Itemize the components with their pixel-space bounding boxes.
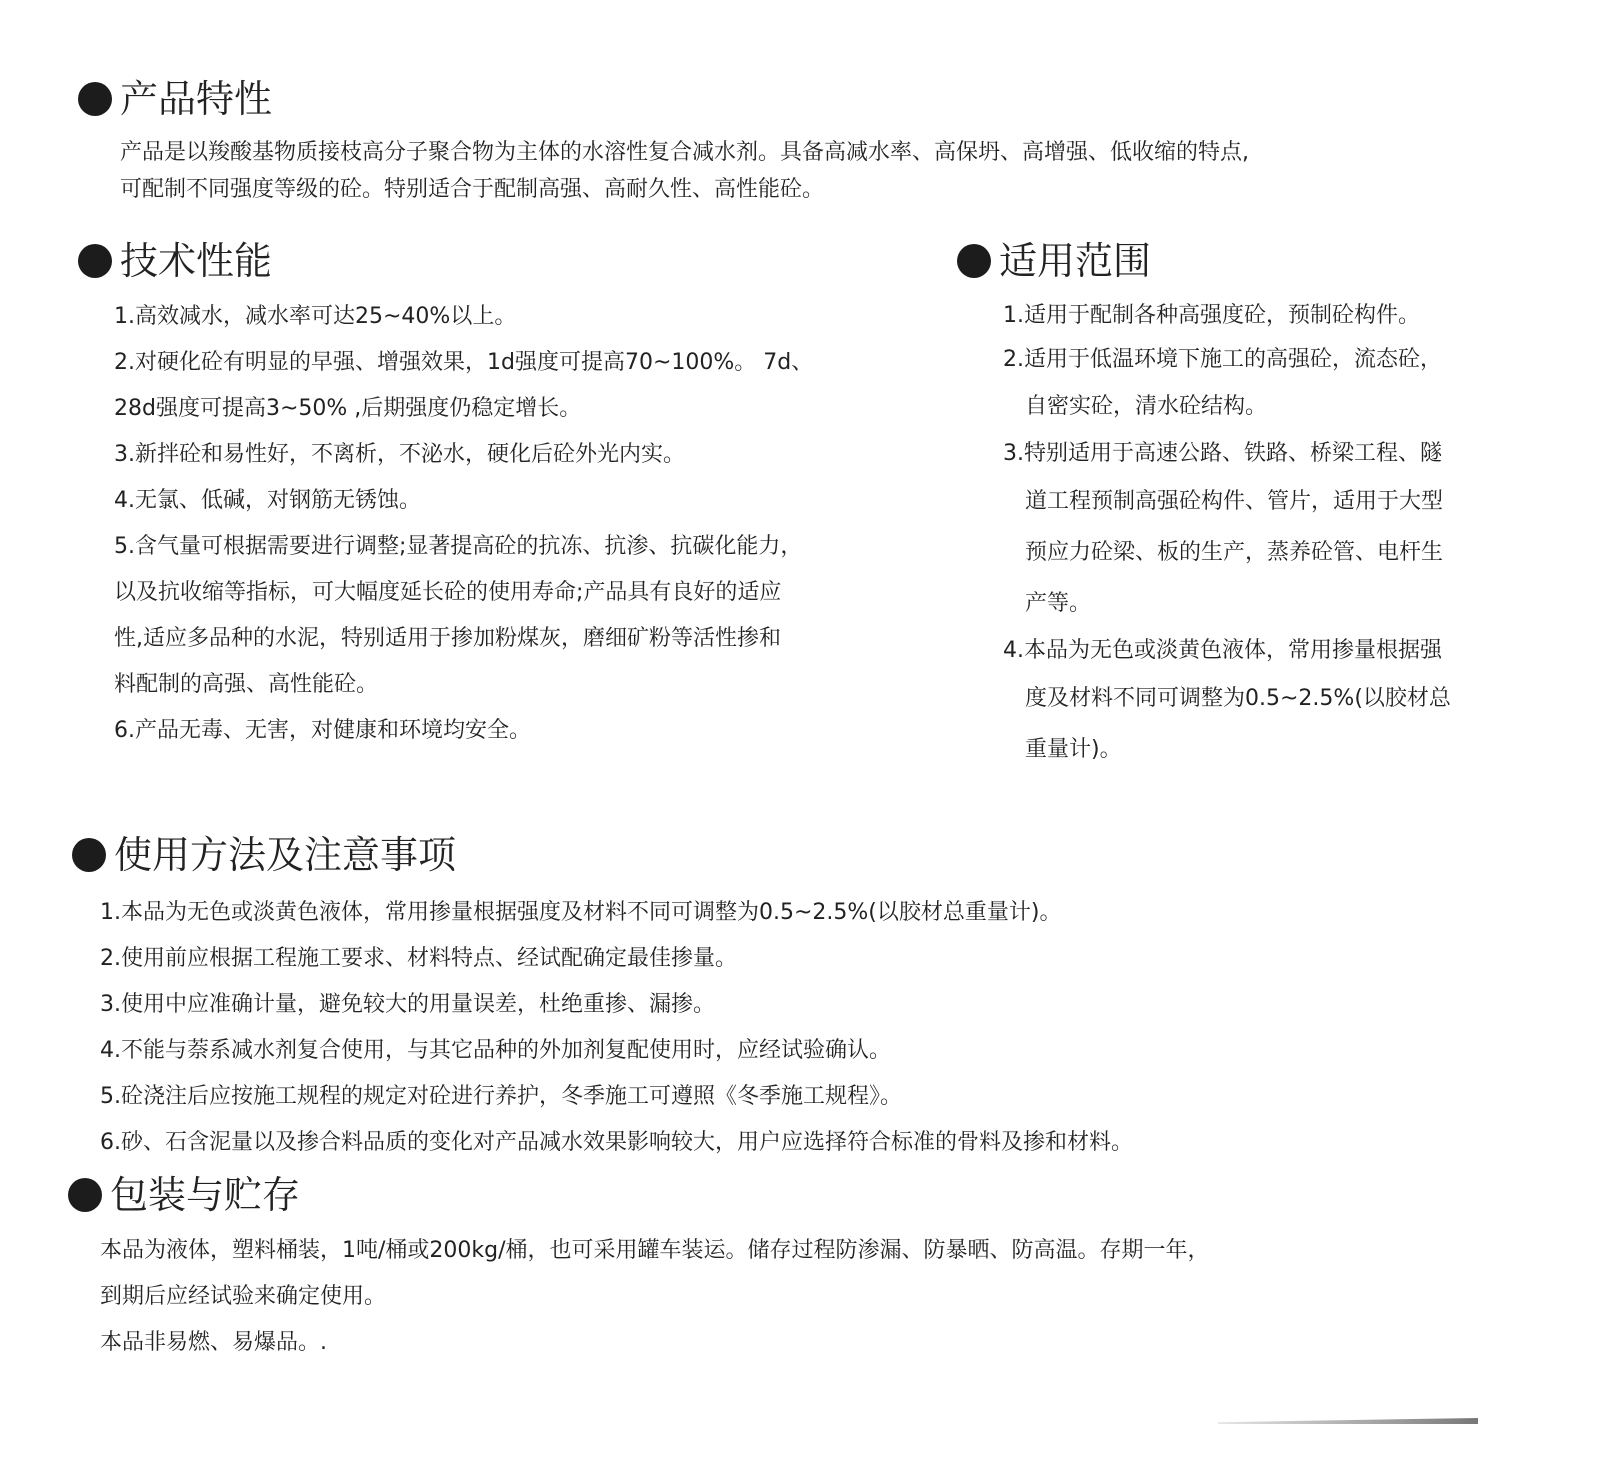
scope-line: 重量计)。 bbox=[1025, 737, 1122, 762]
scope-line: 道工程预制高强砼构件、管片，适用于大型 bbox=[1025, 489, 1444, 514]
scope-line: 预应力砼梁、板的生产，蒸养砼管、电杆生 bbox=[1025, 540, 1444, 565]
usage-line: 3.使用中应准确计量，避免较大的用量误差，杜绝重掺、漏掺。 bbox=[100, 992, 715, 1017]
packaging-heading-text: 包装与贮存 bbox=[110, 1173, 301, 1217]
performance-line: 2.对硬化砼有明显的早强、增强效果，1d强度可提高70~100%。 7d、 bbox=[114, 350, 814, 375]
performance-line: 3.新拌砼和易性好，不离析，不泌水，硬化后砼外光内实。 bbox=[114, 442, 685, 467]
packaging-line: 到期后应经试验来确定使用。 bbox=[100, 1284, 387, 1309]
features-line: 产品是以羧酸基物质接枝高分子聚合物为主体的水溶性复合减水剂。具备高减水率、高保坍、高增强、低收缩的特点, bbox=[120, 140, 1249, 165]
performance-line: 以及抗收缩等指标，可大幅度延长砼的使用寿命;产品具有良好的适应 bbox=[114, 580, 782, 605]
bullet-icon bbox=[78, 244, 112, 278]
features-heading bbox=[78, 74, 1478, 128]
usage-line: 6.砂、石含泥量以及掺合料品质的变化对产品减水效果影响较大，用户应选择符合标准的骨料及掺和材料。 bbox=[100, 1130, 1133, 1155]
usage-line: 4.不能与萘系减水剂复合使用，与其它品种的外加剂复配使用时，应经试验确认。 bbox=[100, 1038, 891, 1063]
bullet-icon bbox=[78, 82, 112, 116]
performance-heading bbox=[78, 236, 898, 290]
bullet-icon bbox=[68, 1178, 102, 1212]
performance-line: 性,适应多品种的水泥，特别适用于掺加粉煤灰，磨细矿粉等活性掺和 bbox=[114, 626, 781, 651]
packaging-line: 本品为液体，塑料桶装，1吨/桶或200kg/桶，也可采用罐车装运。储存过程防渗漏、防暴晒、防高温。存期一年， bbox=[100, 1238, 1210, 1263]
usage-heading bbox=[72, 830, 1472, 884]
usage-line: 2.使用前应根据工程施工要求、材料特点、经试配确定最佳掺量。 bbox=[100, 946, 737, 971]
section-performance bbox=[78, 236, 898, 754]
scope-line: 1.适用于配制各种高强度砼，预制砼构件。 bbox=[1003, 303, 1420, 328]
bullet-icon bbox=[72, 838, 106, 872]
packaging-heading bbox=[68, 1170, 1468, 1224]
usage-line: 1.本品为无色或淡黄色液体，常用掺量根据强度及材料不同可调整为0.5~2.5%(以胶材总重量计)。 bbox=[100, 900, 1062, 925]
usage-heading-text: 使用方法及注意事项 bbox=[114, 833, 457, 877]
usage-line: 5.砼浇注后应按施工规程的规定对砼进行养护，冬季施工可遵照《冬季施工规程》。 bbox=[100, 1084, 902, 1109]
scope-line: 3.特别适用于高速公路、铁路、桥梁工程、隧 bbox=[1003, 441, 1442, 466]
scope-line: 2.适用于低温环境下施工的高强砼，流态砼， bbox=[1003, 347, 1442, 372]
section-packaging bbox=[68, 1170, 1468, 1366]
performance-line: 1.高效减水，减水率可达25~40%以上。 bbox=[114, 304, 517, 329]
scope-heading-text: 适用范围 bbox=[999, 239, 1152, 283]
performance-line: 28d强度可提高3~50% ,后期强度仍稳定增长。 bbox=[114, 396, 582, 421]
scope-line: 产等。 bbox=[1025, 591, 1092, 616]
performance-line: 6.产品无毒、无害，对健康和环境均安全。 bbox=[114, 718, 531, 743]
features-heading-text: 产品特性 bbox=[120, 77, 273, 121]
performance-line: 5.含气量可根据需要进行调整;显著提高砼的抗冻、抗渗、抗碳化能力， bbox=[114, 534, 803, 559]
performance-line: 料配制的高强、高性能砼。 bbox=[114, 672, 379, 697]
scope-line: 自密实砼，清水砼结构。 bbox=[1025, 394, 1268, 419]
performance-heading-text: 技术性能 bbox=[120, 239, 273, 283]
features-line: 可配制不同强度等级的砼。特别适合于配制高强、高耐久性、高性能砼。 bbox=[120, 177, 825, 202]
scope-line: 度及材料不同可调整为0.5~2.5%(以胶材总 bbox=[1025, 686, 1451, 711]
section-scope bbox=[957, 236, 1517, 775]
scope-heading bbox=[957, 236, 1517, 290]
decorative-rule bbox=[1218, 1418, 1478, 1424]
bullet-icon bbox=[957, 244, 991, 278]
section-usage bbox=[72, 830, 1472, 1166]
scope-line: 4.本品为无色或淡黄色液体，常用掺量根据强 bbox=[1003, 638, 1442, 663]
performance-line: 4.无氯、低碱，对钢筋无锈蚀。 bbox=[114, 488, 421, 513]
section-features bbox=[78, 74, 1478, 208]
packaging-line: 本品非易燃、易爆品。. bbox=[100, 1330, 327, 1355]
